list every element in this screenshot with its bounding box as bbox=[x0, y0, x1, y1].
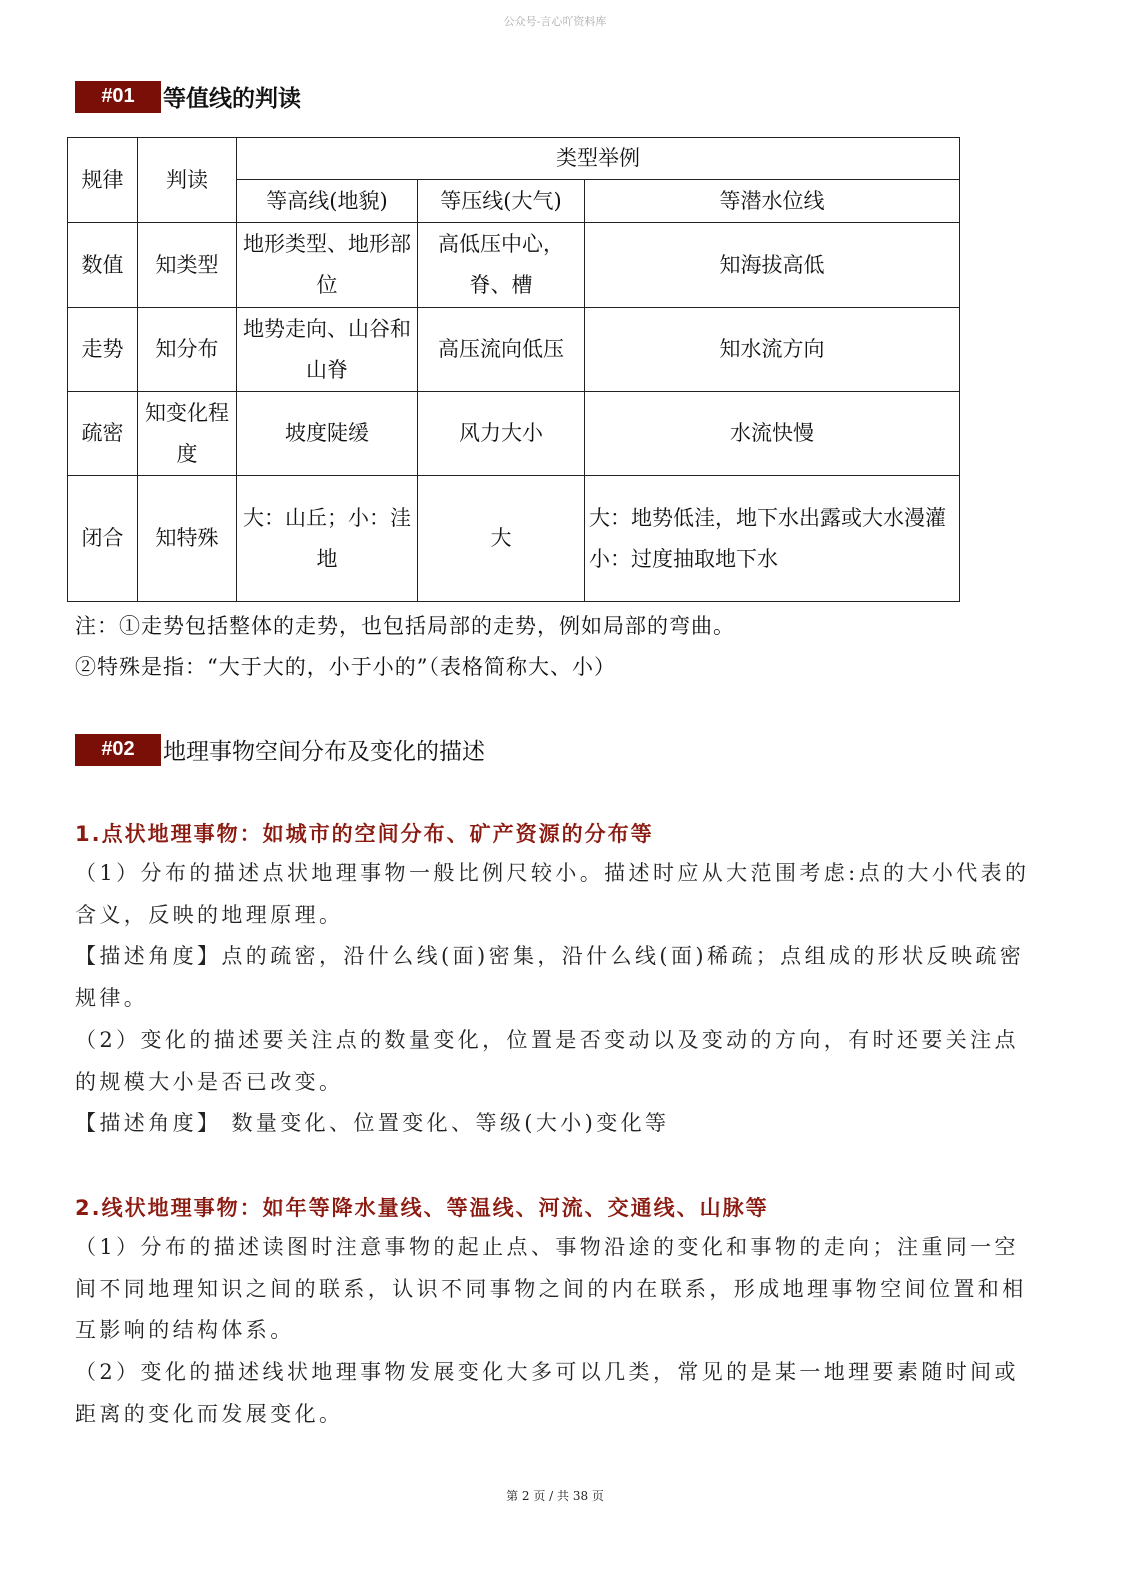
cell: 风力大小 bbox=[418, 392, 585, 476]
cell: 知海拔高低 bbox=[585, 223, 960, 308]
cell: 疏密 bbox=[68, 392, 138, 476]
paragraph: （1）分布的描述点状地理事物一般比例尺较小。描述时应从大范围考虑:点的大小代表的含义，反映的地理原理。 bbox=[75, 861, 1030, 927]
section-tag: #02 bbox=[75, 734, 161, 766]
page-header: 公众号-言心吖资料库 bbox=[503, 15, 607, 28]
header-read: 判读 bbox=[138, 138, 237, 223]
table-row bbox=[68, 308, 960, 392]
header-col: 等潜水位线 bbox=[585, 180, 960, 223]
cell: 地形类型、地形部位 bbox=[237, 223, 418, 308]
cell-line: 大：地势低洼，地下水出露或大水漫灌 bbox=[589, 505, 946, 530]
paragraph: （2）变化的描述线状地理事物发展变化大多可以几类，常见的是某一地理要素随时间或距离的变化而发展变化。 bbox=[75, 1360, 1019, 1426]
point-heading: 1.点状地理事物：如城市的空间分布、矿产资源的分布等 bbox=[75, 822, 654, 846]
cell: 知变化程度 bbox=[138, 392, 237, 476]
table-row bbox=[68, 223, 960, 308]
header-col: 等高线(地貌) bbox=[237, 180, 418, 223]
note-2: ②特殊是指：“大于大的，小于小的”（表格简称大、小） bbox=[75, 655, 616, 679]
section-tag: #01 bbox=[75, 81, 161, 113]
cell-line: 小：过度抽取地下水 bbox=[589, 546, 778, 571]
paragraph: （1）分布的描述读图时注意事物的起止点、事物沿途的变化和事物的走向；注重同一空间不同地理知识之间的联系，认识不同事物之间的内在联系，形成地理事物空间位置和相互影响的结构体系。 bbox=[75, 1235, 1027, 1342]
cell: 高低压中心，脊、槽 bbox=[418, 223, 585, 308]
line-heading: 2.线状地理事物：如年等降水量线、等温线、河流、交通线、山脉等 bbox=[75, 1196, 769, 1220]
cell bbox=[585, 476, 960, 602]
cell: 地势走向、山谷和山脊 bbox=[237, 308, 418, 392]
cell: 知水流方向 bbox=[585, 308, 960, 392]
page-number: 第 2 页 / 共 38 页 bbox=[506, 1489, 604, 1503]
cell: 走势 bbox=[68, 308, 138, 392]
paragraph: 【描述角度】点的疏密，沿什么线(面)密集，沿什么线(面)稀疏；点组成的形状反映疏密规律。 bbox=[75, 944, 1025, 1010]
cell: 知类型 bbox=[138, 223, 237, 308]
header-rule: 规律 bbox=[68, 138, 138, 223]
section-title: 等值线的判读 bbox=[163, 86, 301, 112]
isoline-table bbox=[67, 137, 960, 602]
header-examples: 类型举例 bbox=[237, 138, 960, 180]
note-1: 注：①走势包括整体的走势，也包括局部的走势，例如局部的弯曲。 bbox=[75, 614, 735, 638]
section-02-heading bbox=[75, 733, 485, 766]
paragraph: （2）变化的描述要关注点的数量变化，位置是否变动以及变动的方向，有时还要关注点的规模大小是否已改变。 bbox=[75, 1028, 1019, 1094]
cell: 高压流向低压 bbox=[418, 308, 585, 392]
cell: 数值 bbox=[68, 223, 138, 308]
cell: 知分布 bbox=[138, 308, 237, 392]
cell: 闭合 bbox=[68, 476, 138, 602]
paragraph: 【描述角度】 数量变化、位置变化、等级(大小)变化等 bbox=[75, 1111, 670, 1135]
cell: 水流快慢 bbox=[585, 392, 960, 476]
table-row bbox=[68, 476, 960, 602]
cell: 大：山丘；小：洼地 bbox=[237, 476, 418, 602]
cell: 大 bbox=[418, 476, 585, 602]
cell: 坡度陡缓 bbox=[237, 392, 418, 476]
table-row bbox=[68, 392, 960, 476]
section-title: 地理事物空间分布及变化的描述 bbox=[163, 739, 485, 765]
section-01-heading bbox=[75, 80, 301, 113]
cell: 知特殊 bbox=[138, 476, 237, 602]
header-col: 等压线(大气) bbox=[418, 180, 585, 223]
